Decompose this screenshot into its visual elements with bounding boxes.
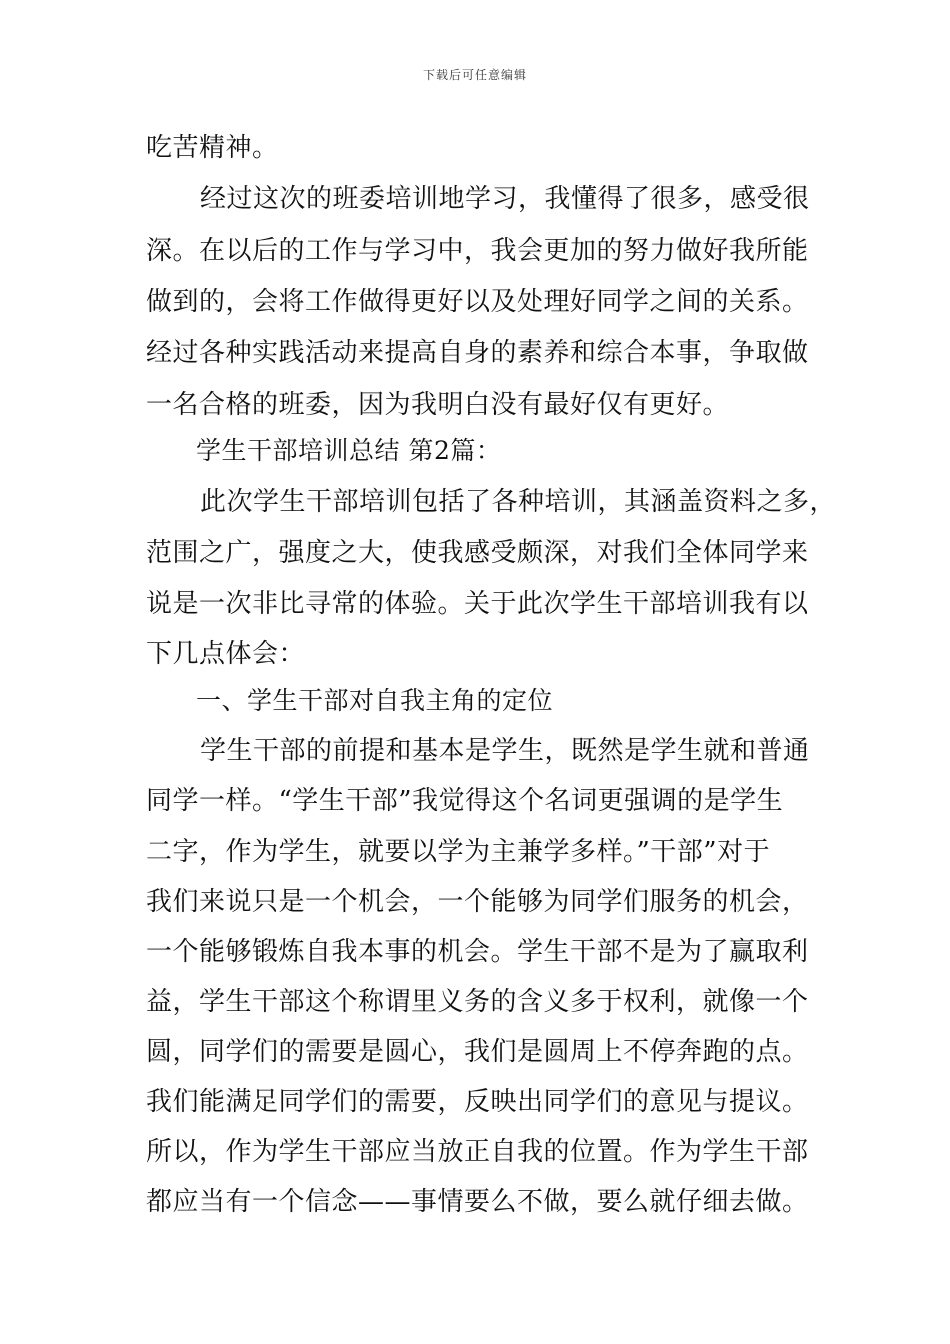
section-title: 学生干部培训总结 第2篇： <box>196 436 502 465</box>
body-line: 圆，同学们的需要是圆心，我们是圆周上不停奔跑的点。 <box>146 1037 809 1067</box>
body-line: 做到的，会将工作做得更好以及处理好同学之间的关系。 <box>146 287 809 317</box>
body-line: 二字，作为学生，就要以学为主兼学多样。”干部”对于 <box>146 837 771 867</box>
body-line: 我们能满足同学们的需要，反映出同学们的意见与提议。 <box>146 1087 809 1117</box>
body-line: 此次学生干部培训包括了各种培训，其涵盖资料之多， <box>200 487 837 517</box>
body-line: 一个能够锻炼自我本事的机会。学生干部不是为了赢取利 <box>146 937 809 967</box>
body-line: 说是一次非比寻常的体验。关于此次学生干部培训我有以 <box>146 589 809 619</box>
body-line: 吃苦精神。 <box>146 133 279 163</box>
body-line: 范围之广，强度之大，使我感受颇深，对我们全体同学来 <box>146 538 809 568</box>
body-line: 益，学生干部这个称谓里义务的含义多于权利，就像一个 <box>146 987 809 1017</box>
body-line: 同学一样。“学生干部”我觉得这个名词更强调的是学生 <box>146 786 784 816</box>
body-line: 都应当有一个信念——事情要么不做，要么就仔细去做。 <box>146 1187 809 1217</box>
body-line: 经过各种实践活动来提高自身的素养和综合本事，争取做 <box>146 338 809 368</box>
header-note: 下载后可任意编辑 <box>422 68 527 82</box>
body-line: 经过这次的班委培训地学习，我懂得了很多，感受很 <box>200 184 810 214</box>
body-line: 所以，作为学生干部应当放正自我的位置。作为学生干部 <box>146 1137 809 1167</box>
body-line: 下几点体会： <box>146 639 306 669</box>
subsection-title: 一、学生干部对自我主角的定位 <box>196 686 554 715</box>
body-line: 我们来说只是一个机会，一个能够为同学们服务的机会， <box>146 887 809 917</box>
body-line: 学生干部的前提和基本是学生，既然是学生就和普通 <box>200 736 810 766</box>
body-line: 深。在以后的工作与学习中，我会更加的努力做好我所能 <box>146 236 809 266</box>
body-line: 一名合格的班委，因为我明白没有最好仅有更好。 <box>146 390 730 420</box>
